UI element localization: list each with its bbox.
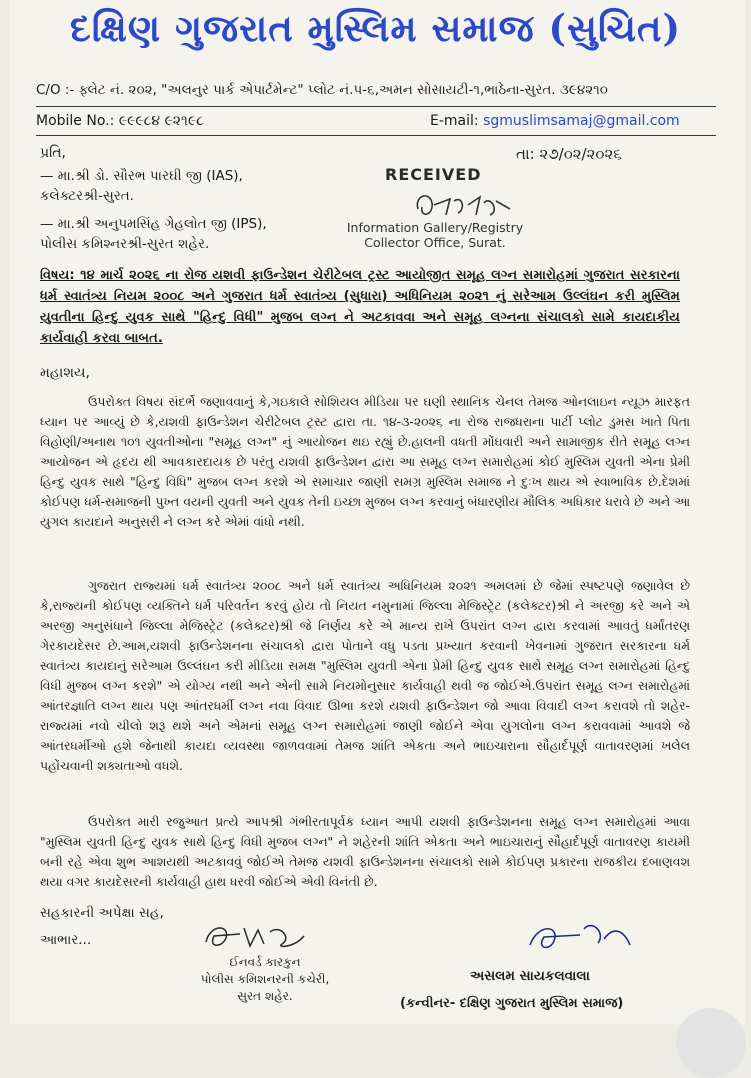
recipient-1-office: કલેક્ટરશ્રી-સુરત.	[40, 188, 134, 204]
letter-date: તા: ૨૭/૦૨/૨૦૨૬	[516, 145, 622, 163]
divider	[36, 106, 716, 107]
paragraph-1-text: ઉપરોક્ત વિષય સંદર્ભે જણાવવાનું કે,ગઇકાલે સોશિયલ મીડિયા પર ઘણી સ્થાનિક ચેનલ તેમજ ઓનલાઇન ન્યૂઝ મારફત ધ્યાન પર આવ્યું છે કે,યશવી ફાઉન્ડેશન ચેરીટેબલ ટ્રસ્ટ દ્વારા તા. ૧૪-૩-૨૦૨૬ ના રોજ રાજધરાના પાર્ટી પ્લોટ ડુમસ ખાતે પિતા વિહોણી/અનાથ ૧૦૧ યુવતીઓના "સમૂહ લગ્ન" નું આયોજન થઇ રહ્યું છે.હાલની વધતી મોંઘવારી અને સામાજીક રીતે સમૂહ લગ્ન આયોજન એ હૃદય થી આવકારદાયક છે પરંતુ યશવી ફાઉન્ડેશન દ્વારા આ સમૂહ લગ્ન સમારોહમાં કોઈ મુસ્લિમ યુવતી એના પ્રેમી હિન્દુ યુવક સાથે "હિન્દુ વિધિ" મુજબ લગ્ન કરશે એ સમાચાર જાણી સમગ્ર મુસ્લિમ સમાજ ને દુઃખ થાય એ સ્વાભાવિક છે.દેશમાં કોઈપણ ધર્મ-સમાજની પુખ્ત વયની યુવતી અને યુવક તેની ઇચ્છા મુજબ લગ્ન કરવાનું બંધારણીય મૌલિક અધિકાર ધરાવે છે અને આ યુગલ કાયદાને અનુસરી ને લગ્ન કરે એમાં વાંધો નથી.	[40, 394, 690, 529]
email-line	[430, 113, 680, 129]
mobile-line	[36, 113, 204, 129]
recipient-2-office: પોલીસ કમિશ્નરશ્રી-સુરત શહેર.	[40, 236, 210, 252]
floating-overlay-button[interactable]	[676, 1008, 746, 1078]
salutation: મહાશય,	[40, 365, 90, 381]
letterhead-title: દક્ષિણ ગુજરાત મુસ્લિમ સમાજ (સુચિત)	[70, 6, 681, 50]
inward-clerk-signature	[200, 918, 310, 954]
stamp-line-1: Information Gallery/Registry	[346, 220, 524, 235]
recipient-2-name: — મા.શ્રી અનુપમસિંહ ગેહલોત જી (IPS),	[40, 216, 267, 232]
mobile-number: ૯૯૯૮૪ ૯૨૧૯૮	[118, 113, 204, 129]
signatory-signature	[520, 915, 640, 960]
inward-stamp-caption	[200, 954, 330, 1005]
email-label: E-mail:	[430, 113, 479, 129]
paragraph-2-text: ગુજરાત રાજ્યમાં ધર્મ સ્વાતંત્ર્ય ૨૦૦૮ અને ધર્મ સ્વાતંત્ર્ય અધિનિયમ ૨૦૨૧ અમલમાં છે જેમાં સ્પષ્ટપણે જણાવેલ છે કે,રાજ્યની કોઈપણ વ્યક્તિને ધર્મ પરિવર્તન કરવું હોય તો નિયત નમુનામાં જિલ્લા મેજિસ્ટ્રેટ (કલેક્ટર)શ્રી ને અરજી કરે અને એ અરજી અનુસંધાને જિલ્લા મેજિસ્ટ્રેટ (કલેક્ટર)શ્રી જે નિર્ણય કરે એ માન્ય રાખે ઉપરાંત લગ્ન દ્વારા કરવામાં આવતું ધર્માંતરણ ગેરકાયદેસર છે.આમ,યશવી ફાઉન્ડેશનના સંચાલકો દ્વારા પોતાને વધુ પડતા પ્રખ્યાત કરવાની ખેવનામાં ગુજરાત સરકારના ધર્મ સ્વાતંત્ર્ય કાયદાનું સરેઆમ ઉલ્લંઘન કરી મીડિયા સમક્ષ "મુસ્લિમ યુવતી એના પ્રેમી હિન્દુ યુવક સાથે સમૂહ લગ્ન સમારોહમાં હિન્દુ વિધી મુજબ લગ્ન કરશે" એ યોગ્ય નથી અને એની સામે નિયમોનુસાર કાર્યવાહી થવી જ જોઈએ.ઉપરાંત સમૂહ લગ્ન સમારોહમાં આંતરજ્ઞાતિ લગ્ન થાય પણ આંતરધર્મી લગ્ન નવા વિવાદ ઊભા કરશે યશવી ફાઉન્ડેશન જો આવા વિવાદી લગ્ન કરાવશે તો શહેર-રાજ્યમાં નવો ચીલો શરૂ થશે અને એમનાં સમૂહ લગ્ન સમારોહમાં જાણી જોઈને એવા યુગલોના લગ્ન કરાવવામાં આવશે જે આંતરધર્મીઓ હશે જેનાથી કાયદા વ્યવસ્થા જાળવવામાં તેમજ શાંતિ એકતા અને ભાઇચારાના સૌહાર્દપૂર્ણ વાતાવરણમાં ખલેલ પહોંચવાની શક્યતાઓ વધશે.	[40, 578, 690, 773]
email-address[interactable]: sgmuslimsamaj@gmail.com	[483, 113, 680, 129]
paragraph-2	[40, 576, 690, 776]
closing-line-2: આભાર...	[40, 932, 92, 948]
closing-line-1: સહકારની અપેક્ષા સહ,	[40, 905, 164, 921]
recipient-1-name: — મા.શ્રી ડો. સૌરભ પારઘી જી (IAS),	[40, 168, 243, 184]
inward-stamp-line-1: ઈનવર્ડ કારકુન	[229, 955, 301, 969]
inward-stamp-line-2: પોલીસ કમિશનરની કચેરી,	[200, 972, 330, 986]
paragraph-3-text: ઉપરોક્ત મારી રજુઆત પ્રત્યે આપશ્રી ગંભીરતાપૂર્વક ધ્યાન આપી યશવી ફાઉન્ડેશનના સમૂહ લગ્ન સમારોહમાં આવા "મુસ્લિમ યુવતી હિન્દુ યુવક સાથે હિન્દુ વિધી મુજબ લગ્ન" ને શહેરની શાંતિ એકતા અને ભાઇચારાનું સૌહાર્દપૂર્ણ વાતાવરણ કાયમી બની રહે એવા શુભ આશયથી અટકાવવું જોઈએ તેમજ યશવી ફાઉન્ડેશનના સંચાલકો સામે કોઈપણ પ્રકારના રાજકીય દબાણવશ થયા વગર કાયદેસરની કાર્યવાહી હાથ ધરવી જોઈએ એવી વિનંતી છે.	[40, 814, 690, 889]
letter-subject: વિષય: ૧૪ માર્ચ ૨૦૨૬ ના રોજ યશવી ફાઉન્ડેશન ચેરીટેબલ ટ્રસ્ટ આયોજીત સમૂહ લગ્ન સમારોહમાં ગુજરાત સરકારના ધર્મ સ્વાતંત્ર્ય નિયમ ૨૦૦૮ અને ગુજરાત ધર્મ સ્વાતંત્ર્ય (સુધારા) અધિનિયમ ૨૦૨૧ નું સરેઆમ ઉલ્લંઘન કરી મુસ્લિમ યુવતીના હિન્દુ યુવક સાથે "હિન્દુ વિધી" મુજબ લગ્ન ને અટકાવવા અને સમૂહ લગ્નના સંચાલકો સામે કાયદાકીય કાર્યવાહી કરવા બાબત.	[40, 268, 680, 346]
received-stamp-title: RECEIVED	[385, 165, 482, 184]
letterhead-address: C/O :- ફ્લેટ નં. ૨૦૨, "અલનુર પાર્ક એપાર્ટમેન્ટ" પ્લોટ નં.પ-૬,અમન સોસાયટી-૧,ભાઠેના-સુરત. ૩૯૪૨૧૦	[36, 82, 608, 98]
signatory-name: અસલમ સાયકલવાલા	[470, 968, 590, 984]
signatory-title: (કન્વીનર- દક્ષિણ ગુજરાત મુસ્લિમ સમાજ)	[400, 996, 624, 1011]
paragraph-1	[40, 392, 690, 532]
paragraph-3	[40, 812, 690, 892]
divider	[36, 135, 716, 136]
stamp-line-2: Collector Office, Surat.	[364, 235, 506, 250]
mobile-label: Mobile No.:	[36, 113, 115, 129]
received-signature-scribble	[410, 185, 520, 225]
inward-stamp-line-3: સુરત શહેર.	[237, 989, 293, 1003]
prati-label: પ્રતિ,	[40, 145, 66, 161]
